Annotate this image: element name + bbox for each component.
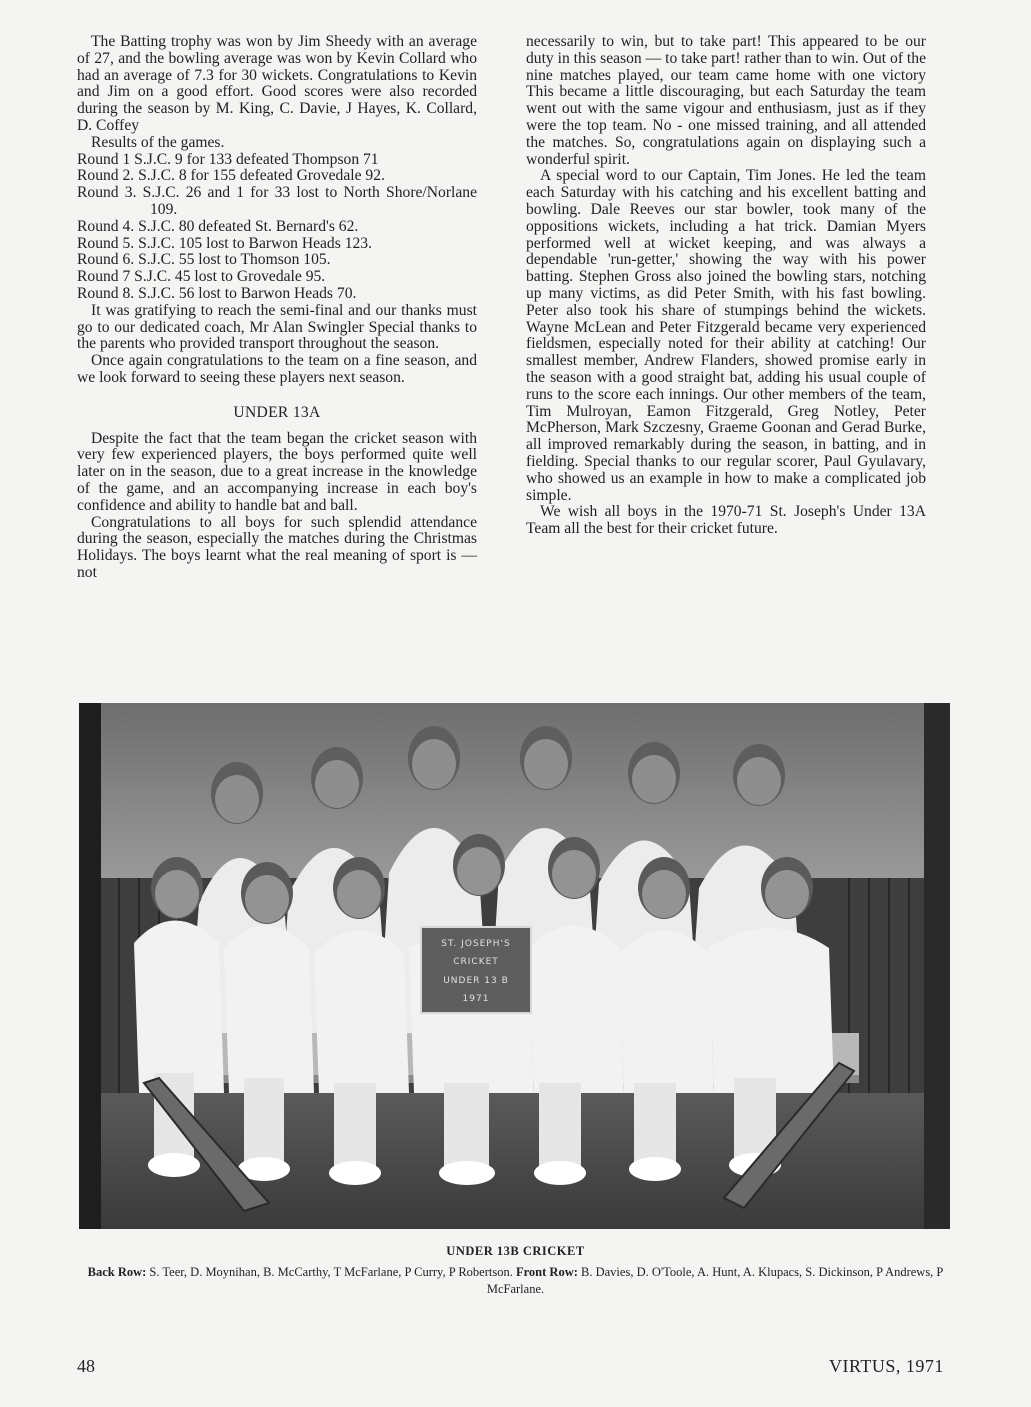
result-item: Round 4. S.J.C. 80 defeated St. Bernard's 62. [77, 217, 359, 235]
sign-line-4: 1971 [462, 994, 490, 1004]
result-item: Round 6. S.J.C. 55 lost to Thomson 105. [77, 251, 331, 269]
result-item: Round 3. S.J.C. 26 and 1 for 33 lost to North Shore/Norlane 109. [77, 184, 477, 218]
result-item: Round 7 S.J.C. 45 lost to Grovedale 95. [77, 268, 326, 286]
results-list [77, 152, 477, 303]
once-again-paragraph: Once again congratulations to the team on a fine season, and we look forward to seeing these players next season. [77, 352, 477, 386]
wish-paragraph: We wish all boys in the 1970-71 St. Joseph's Under 13A Team all the best for their cricket future. [526, 503, 926, 538]
front-row-label: Front Row: [515, 1265, 578, 1279]
captain-paragraph: A special word to our Captain, Tim Jones. He led the team each Saturday with his catching and his excellent batting and bowling. Dale Reeves our star bowler, took many of the oppositions wickets, including a hat trick. Damian Myers performed well at wicket keeping, and was always a dependable 'run-getter,' showing the way with his power batting. Stephen Gross also joined the bowling stars, notching up many victims, as did Peter Smith, with his fast bowling. Peter also took his share of stumpings behind the wickets. Wayne McLean and Peter Fitzgerald became very experienced fieldsmen, especially noted for their ability at catching! Our smallest member, Andrew Flanders, showed promise early in the season with a good straight bat, adding his usual couple of runs to the score each innings. Our other members of the team, Tim Mulroyan, Eamon Fitzgerald, Greg Notley, Peter McPherson, Mark Szczesny, Graeme Goonan and Gerad Burke, all improved remarkably during the season, in batting, and in fielding. Special thanks to our regular scorer, Paul Gyulavary, who showed us an example in how to make a complicated job simple. [526, 167, 926, 504]
left-column [77, 34, 477, 582]
result-item: Round 2. S.J.C. 8 for 155 defeated Grovedale 92. [77, 167, 385, 185]
result-item: Round 1 S.J.C. 9 for 133 defeated Thompson 71 [77, 150, 379, 168]
back-row-names: S. Teer, D. Moynihan, B. McCarthy, T McFarlane, P Curry, P Robertson. [149, 1265, 513, 1279]
photo-caption [70, 1264, 961, 1298]
sign-line-2: CRICKET [453, 957, 499, 967]
sign-line-3: UNDER 13 B [443, 976, 509, 986]
despite-paragraph: Despite the fact that the team began the cricket season with very few experienced players, the boys performed quite well later on in the season, due to a great increase in the knowledge of the game, and an accompanying increase in each boy's confidence and ability to handle bat and ball. [77, 429, 477, 514]
congrats-paragraph: Congratulations to all boys for such splendid attendance during the season, especially the matches during the Christmas Holidays. The boys learnt what the real meaning of sport is — not [77, 513, 477, 581]
publication-name: VIRTUS, 1971 [829, 1356, 944, 1376]
section-heading: UNDER 13A [233, 403, 321, 421]
caption-title: UNDER 13B CRICKET [446, 1244, 585, 1258]
intro-paragraph: The Batting trophy was won by Jim Sheedy with an average of 27, and the bowling average was won by Kevin Collard who had an average of 7.3 for 30 wickets. Congratulations to Kevin and Jim on a good effort. Good scores were also recorded during the season by M. King, C. Davie, J Hayes, K. Collard, D. Coffey [77, 33, 477, 134]
continuation-paragraph: necessarily to win, but to take part! This appeared to be our duty in this season — to take part! rather than to win. Out of the nine matches played, our team came home with one victory This became a little discouraging, but each Saturday the team went out with the same vigour and enthusiasm, just as if they were the top team. No - one missed training, and all attended the matches. So, congratulations again on displaying such a wonderful spirit. [526, 33, 926, 168]
results-heading: Results of the games. [91, 133, 225, 151]
back-row-label: Back Row: [87, 1265, 147, 1279]
page-number: 48 [77, 1356, 95, 1376]
result-item: Round 8. S.J.C. 56 lost to Barwon Heads 70. [77, 284, 357, 302]
result-item: Round 5. S.J.C. 105 lost to Barwon Heads 123. [77, 234, 372, 252]
semifinal-paragraph: It was gratifying to reach the semi-final and our thanks must go to our dedicated coach, Mr Alan Swingler Special thanks to the parents who provided transport throughout the season. [77, 301, 477, 353]
right-column [526, 34, 926, 538]
team-photo [79, 703, 950, 1229]
sign-line-1: ST. JOSEPH'S [441, 939, 511, 949]
front-row-names: B. Davies, D. O'Toole, A. Hunt, A. Klupacs, S. Dickinson, P Andrews, P McFarlane. [486, 1265, 944, 1296]
